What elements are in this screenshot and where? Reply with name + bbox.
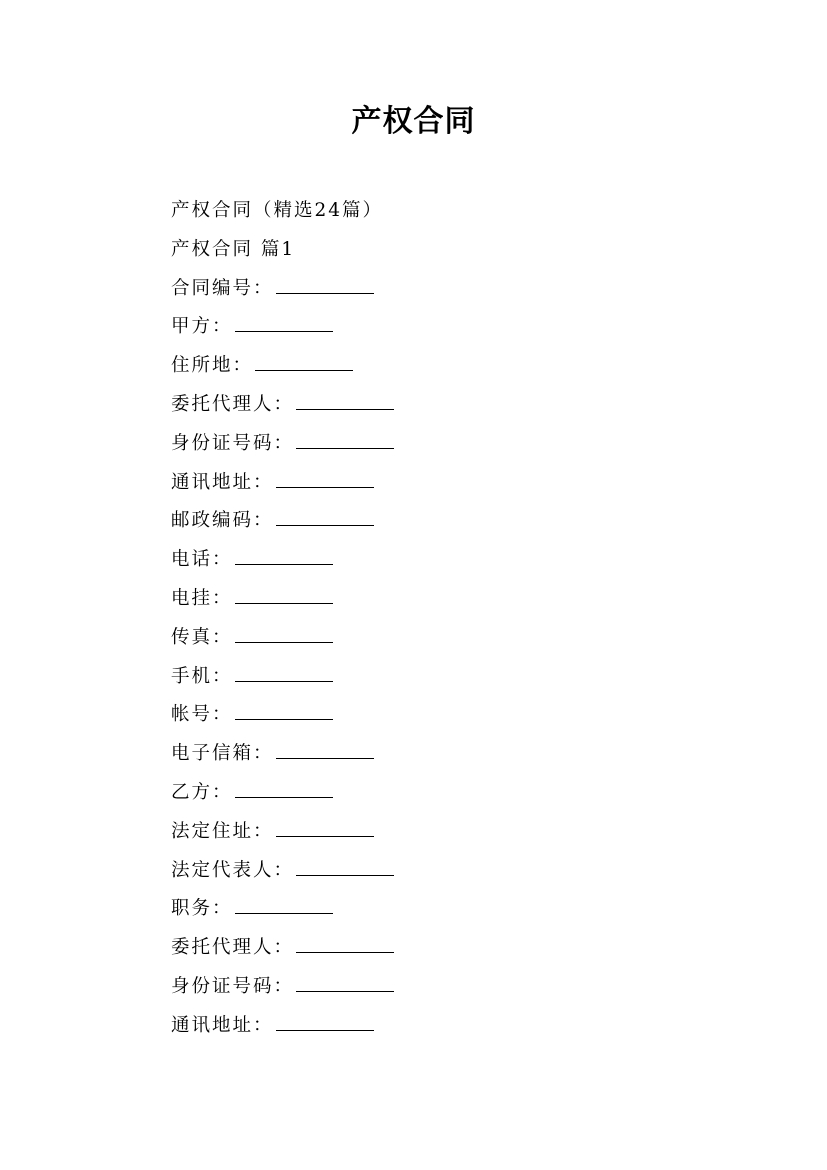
fill-in-blank	[235, 718, 333, 720]
field-mobile	[171, 658, 771, 697]
field-label: 身份证号码：	[171, 432, 295, 454]
field-party-b	[171, 774, 771, 813]
fill-in-blank	[296, 990, 394, 992]
field-label: 委托代理人：	[171, 937, 295, 959]
field-label: 电子信箱：	[171, 743, 274, 765]
fill-in-blank	[276, 486, 374, 488]
field-label: 传真：	[171, 626, 233, 648]
field-label: 电挂：	[171, 587, 233, 609]
fill-in-blank	[235, 602, 333, 604]
field-email	[171, 735, 771, 774]
field-account	[171, 696, 771, 735]
field-party-a	[171, 308, 771, 347]
line-heading	[171, 192, 771, 231]
fill-in-blank	[255, 369, 353, 371]
field-postal-code	[171, 502, 771, 541]
field-label: 帐号：	[171, 704, 233, 726]
field-label: 甲方：	[171, 316, 233, 338]
document-body	[171, 192, 771, 1046]
field-label: 职务：	[171, 898, 233, 920]
field-id-number-b	[171, 968, 771, 1007]
field-label: 邮政编码：	[171, 510, 274, 532]
fill-in-blank	[235, 796, 333, 798]
fill-in-blank	[235, 641, 333, 643]
fill-in-blank	[276, 1029, 374, 1031]
line-section-heading	[171, 231, 771, 270]
fill-in-blank	[235, 330, 333, 332]
field-label: 住所地：	[171, 355, 254, 377]
field-legal-address	[171, 813, 771, 852]
fill-in-blank	[235, 680, 333, 682]
field-fax	[171, 619, 771, 658]
field-label: 通讯地址：	[171, 471, 274, 493]
field-telegraph	[171, 580, 771, 619]
field-contract-number	[171, 270, 771, 309]
field-phone	[171, 541, 771, 580]
field-position	[171, 890, 771, 929]
field-id-number-a	[171, 425, 771, 464]
field-label: 合同编号：	[171, 277, 274, 299]
field-residence	[171, 347, 771, 386]
fill-in-blank	[235, 912, 333, 914]
field-mailing-address-a	[171, 464, 771, 503]
field-mailing-address-b	[171, 1007, 771, 1046]
field-label: 手机：	[171, 665, 233, 687]
fill-in-blank	[296, 447, 394, 449]
field-label: 通讯地址：	[171, 1014, 274, 1036]
field-label: 法定代表人：	[171, 859, 295, 881]
field-label: 身份证号码：	[171, 975, 295, 997]
field-label: 委托代理人：	[171, 393, 295, 415]
fill-in-blank	[296, 951, 394, 953]
fill-in-blank	[235, 563, 333, 565]
field-agent-b	[171, 929, 771, 968]
line-text: 产权合同（精选24篇）	[171, 200, 384, 221]
line-text: 产权合同 篇1	[171, 238, 296, 260]
fill-in-blank	[276, 292, 374, 294]
fill-in-blank	[296, 874, 394, 876]
field-label: 乙方：	[171, 781, 233, 803]
field-label: 电话：	[171, 549, 233, 571]
field-label: 法定住址：	[171, 820, 274, 842]
field-agent-a	[171, 386, 771, 425]
fill-in-blank	[276, 835, 374, 837]
fill-in-blank	[296, 408, 394, 410]
document-title: 产权合同	[351, 104, 476, 139]
fill-in-blank	[276, 757, 374, 759]
fill-in-blank	[276, 524, 374, 526]
field-legal-representative	[171, 852, 771, 891]
